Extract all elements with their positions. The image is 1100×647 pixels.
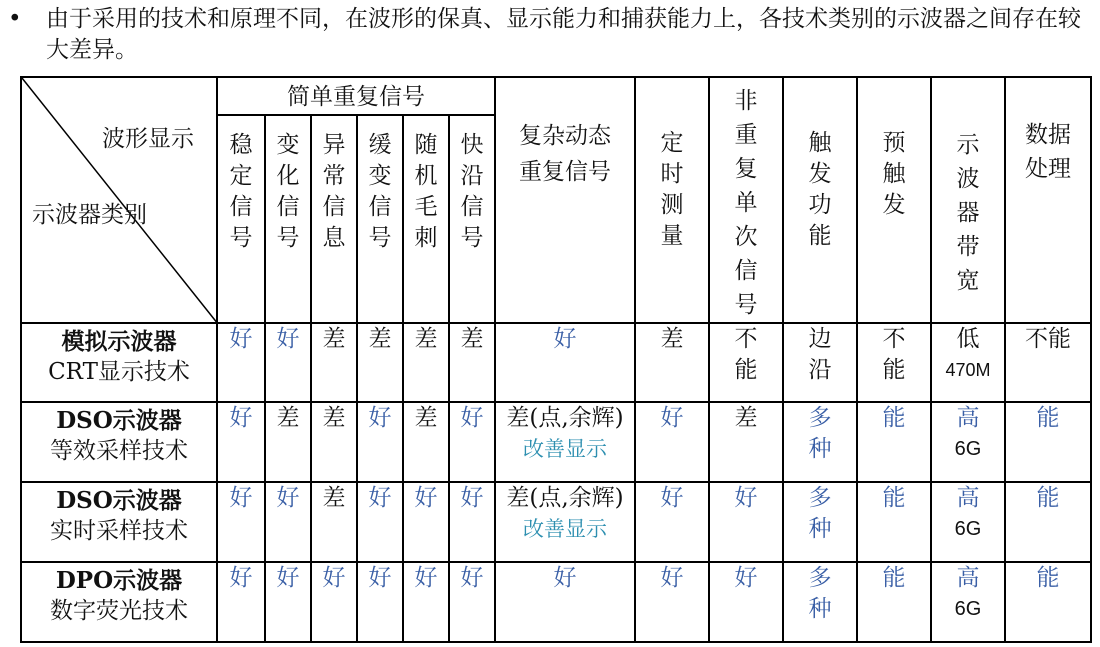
corner-header-cell bbox=[21, 77, 217, 323]
sub-header-cell bbox=[217, 115, 265, 323]
table-cell: 好 bbox=[635, 482, 709, 562]
header-pretrigger bbox=[857, 77, 931, 323]
table-cell: 好 bbox=[449, 402, 495, 482]
row-name-line2: 实时采样技术 bbox=[50, 518, 188, 544]
cell-vertical-text: 不能 bbox=[882, 326, 906, 383]
row-name-line2: CRT显示技术 bbox=[48, 359, 190, 385]
cell-line2: 改善显示 bbox=[523, 517, 607, 541]
sub-header-cell bbox=[357, 115, 403, 323]
table-cell: 好 bbox=[265, 482, 311, 562]
header-trigger bbox=[783, 77, 857, 323]
table-cell bbox=[783, 482, 857, 562]
row-header-cell bbox=[21, 323, 217, 402]
table-cell: 好 bbox=[709, 562, 783, 642]
sub-header-label: 随机毛刺 bbox=[414, 132, 438, 251]
cell-line2: 6G bbox=[954, 598, 982, 620]
table-cell: 好 bbox=[709, 482, 783, 562]
table-cell: 好 bbox=[265, 562, 311, 642]
table-cell bbox=[495, 323, 635, 402]
table-cell bbox=[783, 562, 857, 642]
sub-header-label: 稳定信号 bbox=[229, 132, 253, 251]
row-name-line2: 等效采样技术 bbox=[50, 438, 188, 464]
intro-paragraph bbox=[0, 2, 1100, 72]
table-cell: 不能 bbox=[1005, 323, 1091, 402]
header-complex-dynamic bbox=[495, 77, 635, 323]
cell-line2: 改善显示 bbox=[523, 437, 607, 461]
row-header-cell bbox=[21, 402, 217, 482]
table-cell: 能 bbox=[1005, 482, 1091, 562]
header-single-shot bbox=[709, 77, 783, 323]
corner-label-category: 示波器类别 bbox=[32, 202, 147, 228]
cell-line2: 6G bbox=[954, 518, 982, 540]
row-header-cell bbox=[21, 562, 217, 642]
row-name-line1: DSO示波器 bbox=[56, 487, 182, 514]
table-cell: 能 bbox=[857, 402, 931, 482]
bullet-mark: • bbox=[8, 6, 22, 32]
table-cell: 差 bbox=[403, 402, 449, 482]
sub-header-label: 快沿信号 bbox=[460, 132, 484, 251]
sub-header-label: 缓变信号 bbox=[368, 132, 392, 251]
table-cell: 好 bbox=[403, 562, 449, 642]
row-name-line2: 数字荧光技术 bbox=[50, 598, 188, 624]
table-row bbox=[21, 323, 1091, 402]
table-cell bbox=[495, 482, 635, 562]
table-cell: 好 bbox=[403, 482, 449, 562]
table-row bbox=[21, 402, 1091, 482]
table-cell: 能 bbox=[1005, 402, 1091, 482]
sub-header-cell bbox=[449, 115, 495, 323]
row-name-line1: 模拟示波器 bbox=[61, 328, 177, 355]
cell-vertical-text: 多种 bbox=[808, 565, 832, 622]
header-complex-label: 复杂动态重复信号 bbox=[519, 123, 611, 185]
table-cell bbox=[495, 402, 635, 482]
header-timing-label: 定时测量 bbox=[660, 130, 684, 249]
table-cell: 能 bbox=[857, 562, 931, 642]
table-cell: 好 bbox=[311, 562, 357, 642]
table-cell: 能 bbox=[857, 482, 931, 562]
header-bandwidth bbox=[931, 77, 1005, 323]
table-cell: 差 bbox=[709, 402, 783, 482]
table-cell: 差 bbox=[311, 482, 357, 562]
table-cell: 差 bbox=[265, 402, 311, 482]
table-cell: 能 bbox=[1005, 562, 1091, 642]
cell-vertical-text: 不能 bbox=[734, 326, 758, 383]
table-cell bbox=[783, 323, 857, 402]
header-data-label: 数据处理 bbox=[1025, 122, 1071, 182]
table-cell: 好 bbox=[635, 402, 709, 482]
cell-line2: 6G bbox=[954, 438, 982, 460]
header-pretrigger-label: 预触发 bbox=[882, 130, 906, 218]
sub-header-cell bbox=[265, 115, 311, 323]
table-cell bbox=[931, 323, 1005, 402]
cell-vertical-text: 多种 bbox=[808, 485, 832, 542]
sub-header-label: 变化信号 bbox=[276, 132, 300, 251]
group-header-simple-repeat: 简单重复信号 bbox=[217, 77, 495, 115]
row-name-line1: DPO示波器 bbox=[55, 567, 183, 594]
table-cell: 好 bbox=[449, 482, 495, 562]
table-cell bbox=[709, 323, 783, 402]
table-cell: 好 bbox=[265, 323, 311, 402]
intro-text: 由于采用的技术和原理不同，在波形的保真、显示能力和捕获能力上，各技术类别的示波器之间存在较大差异。 bbox=[46, 6, 1081, 63]
table-cell: 好 bbox=[357, 402, 403, 482]
table-cell: 好 bbox=[217, 402, 265, 482]
table-cell bbox=[931, 402, 1005, 482]
table-cell: 差 bbox=[635, 323, 709, 402]
table-cell: 好 bbox=[357, 562, 403, 642]
row-name-line1: DSO示波器 bbox=[56, 407, 182, 434]
table-cell: 差 bbox=[311, 402, 357, 482]
table-cell: 好 bbox=[217, 562, 265, 642]
header-single-label: 非重复单次信号 bbox=[734, 88, 758, 318]
corner-label-waveform: 波形显示 bbox=[102, 126, 194, 152]
row-header-cell bbox=[21, 482, 217, 562]
table-cell: 差 bbox=[357, 323, 403, 402]
table-cell: 差 bbox=[449, 323, 495, 402]
cell-line1: 好 bbox=[553, 565, 577, 591]
cell-line1: 好 bbox=[553, 326, 577, 352]
table-cell: 好 bbox=[217, 482, 265, 562]
sub-header-cell bbox=[311, 115, 357, 323]
header-bandwidth-label: 示波器带宽 bbox=[956, 132, 980, 294]
table-cell bbox=[931, 562, 1005, 642]
table-row bbox=[21, 562, 1091, 642]
table-cell bbox=[783, 402, 857, 482]
sub-header-label: 异常信息 bbox=[322, 132, 346, 251]
table-cell: 好 bbox=[449, 562, 495, 642]
oscilloscope-comparison-table bbox=[20, 76, 1092, 643]
header-data-processing bbox=[1005, 77, 1091, 323]
cell-vertical-text: 边沿 bbox=[808, 326, 832, 383]
cell-line1: 高 bbox=[956, 405, 980, 431]
table-cell: 好 bbox=[635, 562, 709, 642]
table-cell: 差 bbox=[311, 323, 357, 402]
table-cell: 差 bbox=[403, 323, 449, 402]
cell-line1: 差(点,余辉) bbox=[506, 485, 624, 511]
table-row bbox=[21, 482, 1091, 562]
table-cell: 好 bbox=[217, 323, 265, 402]
cell-vertical-text: 多种 bbox=[808, 405, 832, 462]
cell-line1: 高 bbox=[956, 485, 980, 511]
table-cell bbox=[931, 482, 1005, 562]
sub-header-cell bbox=[403, 115, 449, 323]
cell-line1: 差(点,余辉) bbox=[506, 405, 624, 431]
table-cell: 好 bbox=[357, 482, 403, 562]
table-cell bbox=[495, 562, 635, 642]
cell-line1: 高 bbox=[956, 565, 980, 591]
cell-line1: 低 bbox=[956, 326, 980, 352]
header-trigger-label: 触发功能 bbox=[808, 130, 832, 249]
cell-line2: 470M bbox=[945, 360, 991, 380]
header-timing bbox=[635, 77, 709, 323]
table-cell bbox=[857, 323, 931, 402]
